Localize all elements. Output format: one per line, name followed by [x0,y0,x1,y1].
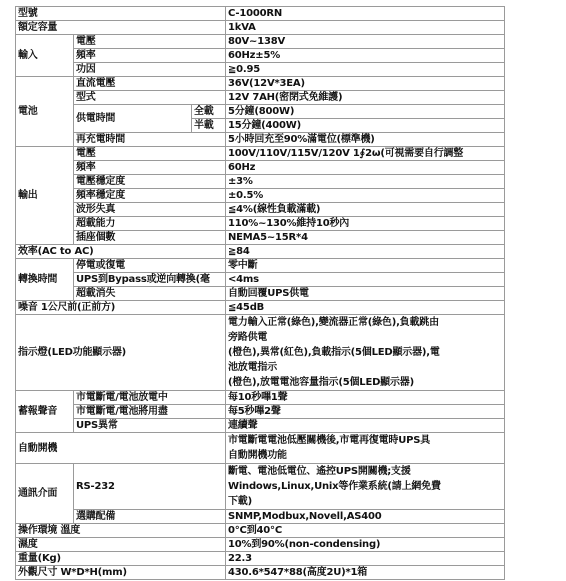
table-row [16,552,505,566]
indicators-line: (橙色),放電電池容量指示(5個LED顯示器) [228,377,414,388]
output-voltage-stability-value: ±3% [226,175,505,189]
model-label: 型號 [16,7,226,21]
optional-value: SNMP,Modbux,Novell,AS400 [226,510,505,524]
table-row [16,161,505,175]
alarm-discharge-label: 市電斷電/電池放電中 [74,391,226,405]
table-row [16,49,505,63]
indicators-line: 池放電指示 [228,362,277,373]
indicators-label: 指示燈(LED功能顯示器) [16,315,226,391]
dimensions-value: 430.6*547*88(高度2U)*1箱 [226,566,505,580]
table-row [16,147,505,161]
output-group-label: 輸出 [16,147,74,245]
rated-capacity-value: 1kVA [226,21,505,35]
input-frequency-value: 60Hz±5% [226,49,505,63]
table-row [16,217,505,231]
operating-temp-label: 操作環境 溫度 [16,524,226,538]
battery-type-value: 12V 7AH(密閉式免維護) [226,91,505,105]
alarm-depleting-value: 每5秒嗶2聲 [226,405,505,419]
rs232-line: 斷電、電池低電位、遙控UPS開關機;支援 [228,466,411,477]
indicators-line: 電力輸入正常(綠色),變流器正常(綠色),負載跳由 [228,317,439,328]
battery-full-load-label: 全載 [192,105,226,119]
battery-type-label: 型式 [74,91,226,105]
noise-value: ≦45dB [226,301,505,315]
indicators-value [226,315,505,391]
table-row [16,315,505,391]
table-row [16,77,505,91]
output-waveform-label: 波形失真 [74,203,226,217]
output-frequency-stability-value: ±0.5% [226,189,505,203]
spec-table [15,6,505,580]
input-group-label: 輸入 [16,35,74,77]
rated-capacity-label: 額定容量 [16,21,226,35]
rs232-label: RS-232 [74,464,226,510]
model-value: C-1000RN [226,7,505,21]
auto-start-label: 自動開機 [16,433,226,464]
table-row [16,175,505,189]
output-waveform-value: ≦4%(線性負載滿載) [226,203,505,217]
table-row [16,91,505,105]
table-row [16,7,505,21]
communication-group-label: 通訊介面 [16,464,74,524]
battery-full-load-value: 5分鐘(800W) [226,105,505,119]
input-frequency-label: 頻率 [74,49,226,63]
output-frequency-stability-label: 頻率穩定度 [74,189,226,203]
input-voltage-value: 80V~138V [226,35,505,49]
alarm-depleting-label: 市電斷電/電池將用盡 [74,405,226,419]
output-overload-value: 110%~130%維持10秒內 [226,217,505,231]
output-frequency-label: 頻率 [74,161,226,175]
output-frequency-value: 60Hz [226,161,505,175]
table-row [16,433,505,464]
humidity-label: 濕度 [16,538,226,552]
output-outlets-label: 插座個數 [74,231,226,245]
output-overload-label: 超載能力 [74,217,226,231]
battery-recharge-label: 再充電時間 [74,133,226,147]
table-row [16,189,505,203]
table-row [16,231,505,245]
table-row [16,419,505,433]
battery-group-label: 電池 [16,77,74,147]
dimensions-label: 外觀尺寸 W*D*H(mm) [16,566,226,580]
table-row [16,510,505,524]
rs232-value [226,464,505,510]
weight-label: 重量(Kg) [16,552,226,566]
indicators-line: (橙色),異常(紅色),負載指示(5個LED顯示器),電 [228,347,440,358]
output-outlets-value: NEMA5~15R*4 [226,231,505,245]
table-row [16,524,505,538]
auto-start-line: 市電斷電電池低壓關機後,市電再復電時UPS具 [228,435,431,446]
humidity-value: 10%到90%(non-condensing) [226,538,505,552]
battery-half-load-value: 15分鐘(400W) [226,119,505,133]
operating-temp-value: 0°C到40°C [226,524,505,538]
input-power-factor-value: ≧0.95 [226,63,505,77]
weight-value: 22.3 [226,552,505,566]
efficiency-label: 效率(AC to AC) [16,245,226,259]
alarm-fault-label: UPS異常 [74,419,226,433]
transfer-group-label: 轉換時間 [16,259,74,301]
battery-recharge-value: 5小時回充至90%滿電位(標準機) [226,133,505,147]
table-row [16,105,505,119]
table-row [16,538,505,552]
table-row [16,301,505,315]
noise-label: 噪音 1公尺前(正前方) [16,301,226,315]
table-row [16,21,505,35]
table-row [16,287,505,301]
battery-backup-time-label: 供電時間 [74,105,192,133]
transfer-bypass-label: UPS到Bypass或逆向轉換(毫 [74,273,226,287]
table-row [16,259,505,273]
input-voltage-label: 電壓 [74,35,226,49]
rs232-line: Windows,Linux,Unix等作業系統(請上網免費 [228,481,441,492]
indicators-line: 旁路供電 [228,332,268,343]
battery-dc-voltage-label: 直流電壓 [74,77,226,91]
alarm-group-label: 蓄報聲音 [16,391,74,433]
battery-half-load-label: 半載 [192,119,226,133]
output-voltage-value: 100V/110V/115V/120V 1∮2ω(可視需要自行調整 [226,147,505,161]
table-row [16,245,505,259]
table-row [16,133,505,147]
optional-label: 選購配備 [74,510,226,524]
auto-start-value [226,433,505,464]
auto-start-line: 自動開機功能 [228,450,287,461]
table-row [16,273,505,287]
input-power-factor-label: 功因 [74,63,226,77]
table-row [16,63,505,77]
transfer-outage-label: 停電或復電 [74,259,226,273]
table-row [16,405,505,419]
table-row [16,566,505,580]
table-row [16,391,505,405]
table-row [16,464,505,510]
rs232-line: 下載) [228,496,252,507]
output-voltage-stability-label: 電壓穩定度 [74,175,226,189]
transfer-overload-label: 超載消失 [74,287,226,301]
transfer-overload-value: 自動回覆UPS供電 [226,287,505,301]
alarm-discharge-value: 每10秒嗶1聲 [226,391,505,405]
efficiency-value: ≧84 [226,245,505,259]
table-row [16,203,505,217]
transfer-outage-value: 零中斷 [226,259,505,273]
table-row [16,35,505,49]
transfer-bypass-value: <4ms [226,273,505,287]
output-voltage-label: 電壓 [74,147,226,161]
alarm-fault-value: 連續聲 [226,419,505,433]
battery-dc-voltage-value: 36V(12V*3EA) [226,77,505,91]
